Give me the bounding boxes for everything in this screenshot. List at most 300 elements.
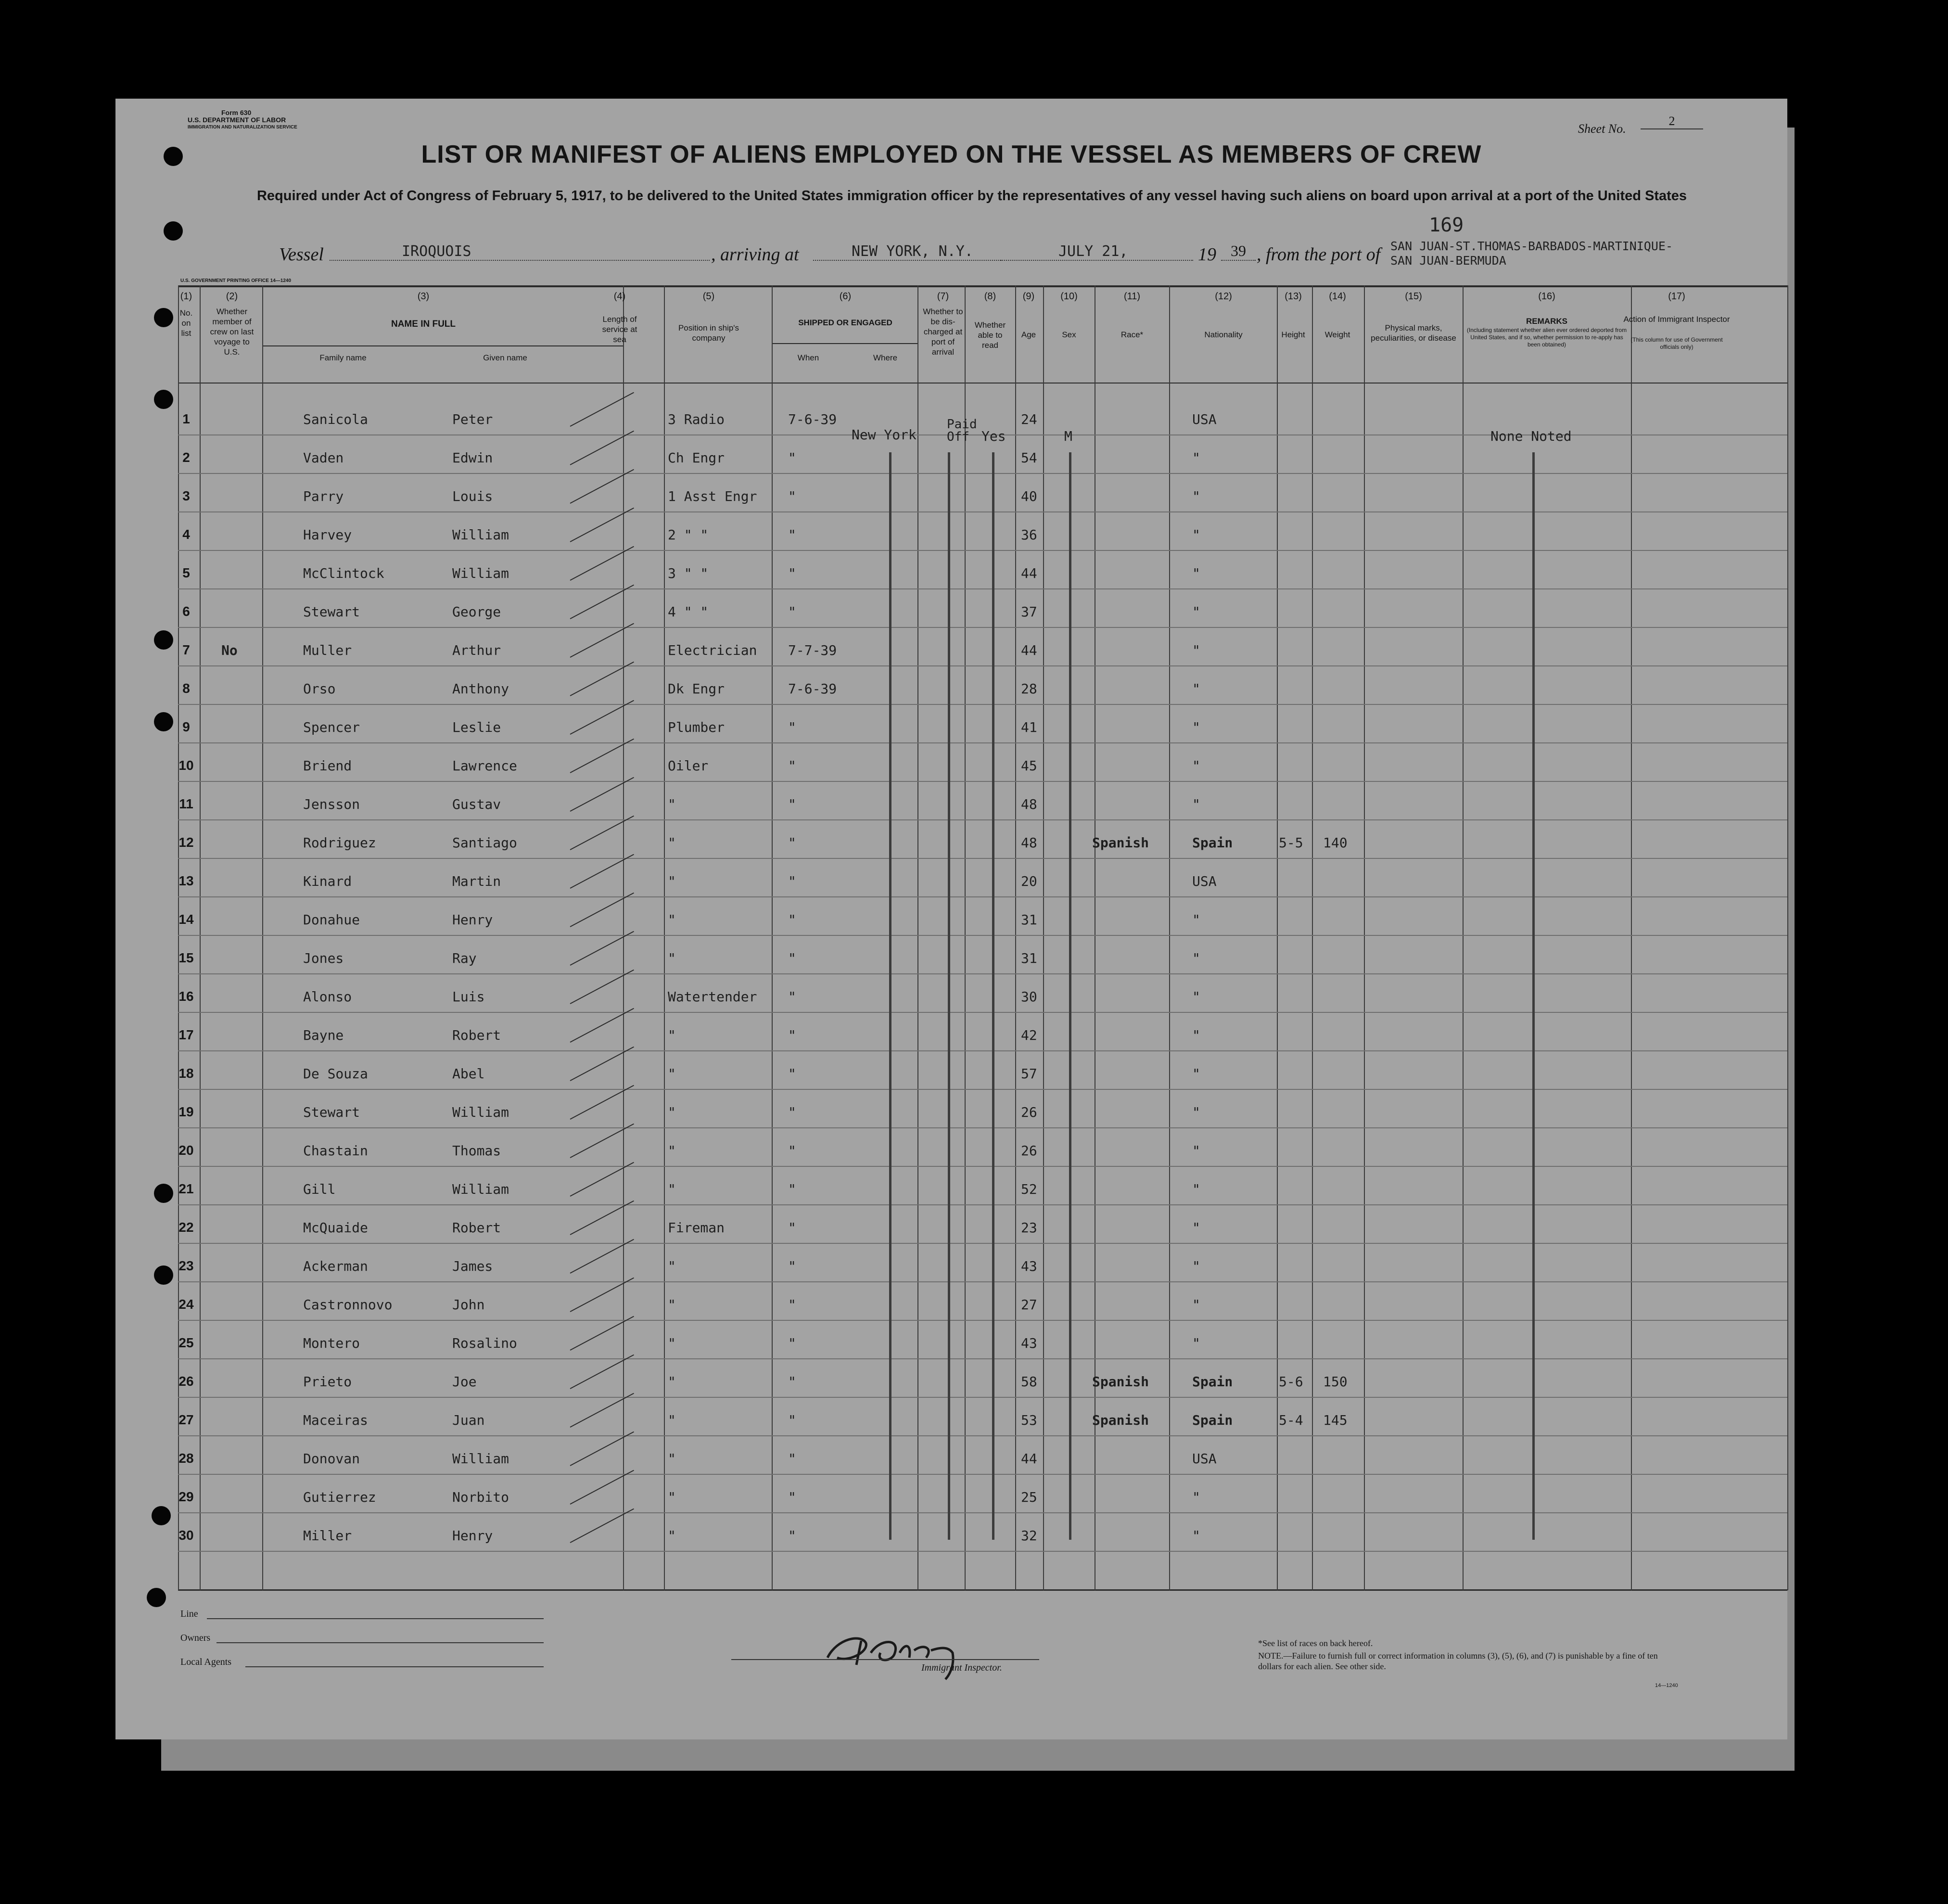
age-cell: 40 [1021, 488, 1037, 504]
service-check-mark [570, 585, 634, 619]
column-rule [917, 285, 918, 1590]
age-cell: 43 [1021, 1335, 1037, 1351]
age-cell: 42 [1021, 1027, 1037, 1043]
given-name-cell: Robert [452, 1027, 501, 1043]
line-field [207, 1618, 544, 1619]
nationality-cell: " [1192, 1104, 1200, 1120]
col-2-header: Whether member of crew on last voyage to U.S. [210, 307, 254, 357]
height-cell: 5-4 [1279, 1412, 1303, 1428]
nationality-cell: Spain [1192, 1412, 1233, 1428]
nationality-cell: " [1192, 1066, 1200, 1082]
row-rule [178, 973, 1787, 974]
binder-hole [152, 1506, 171, 1525]
shipped-when-cell: " [788, 873, 796, 889]
weight-cell: 140 [1323, 835, 1348, 851]
col-16-subheader: (Including statement whether alien ever ordered deported from United States, and if so, whether permission to re-apply has been obtained) [1466, 327, 1627, 348]
row-number: 13 [178, 873, 194, 888]
given-name-cell: William [452, 565, 509, 581]
service-check-mark [570, 1162, 634, 1197]
family-name-cell: Spencer [303, 719, 360, 735]
shipped-when-cell: " [788, 912, 796, 928]
nationality-cell: " [1192, 1220, 1200, 1236]
remarks-value: None Noted [1490, 428, 1572, 444]
position-cell: " [668, 1374, 676, 1390]
row-rule [178, 1435, 1787, 1436]
given-name-cell: Martin [452, 873, 501, 889]
column-rule [623, 285, 624, 1590]
binder-hole [154, 308, 173, 327]
row-rule [178, 1281, 1787, 1282]
position-cell: 1 Asst Engr [668, 488, 757, 504]
inspector-signature-line [731, 1659, 1039, 1660]
given-name-cell: Joe [452, 1374, 477, 1390]
nationality-cell: " [1192, 912, 1200, 928]
nationality-cell: " [1192, 1258, 1200, 1274]
row-number: 25 [178, 1335, 194, 1350]
service-check-mark [570, 893, 634, 927]
column-rule [178, 285, 179, 1590]
family-name-cell: Jones [303, 950, 344, 966]
family-name-cell: Bayne [303, 1027, 344, 1043]
service-check-mark [570, 1393, 634, 1428]
row-rule [178, 1474, 1787, 1475]
age-cell: 30 [1021, 989, 1037, 1005]
shipped-when-cell: " [788, 1489, 796, 1505]
col-3-header: NAME IN FULL [391, 319, 456, 329]
local-agents-label: Local Agents [180, 1657, 232, 1667]
shipped-when-cell: 7-6-39 [788, 681, 837, 697]
service-check-mark [570, 662, 634, 696]
row-number: 19 [178, 1104, 194, 1119]
col-14-number: (14) [1329, 291, 1346, 302]
position-cell: 3 Radio [668, 411, 725, 427]
col-6-header: SHIPPED OR ENGAGED [798, 318, 892, 327]
age-cell: 26 [1021, 1104, 1037, 1120]
given-name-cell: Peter [452, 411, 493, 427]
sheet-number-value: 2 [1641, 114, 1703, 129]
row-rule [178, 550, 1787, 551]
col-17-subheader: (This column for use of Government officials only) [1630, 336, 1723, 350]
position-cell: Plumber [668, 719, 725, 735]
row-number: 3 [182, 488, 190, 503]
row-number: 26 [178, 1374, 194, 1389]
given-name-cell: William [452, 1451, 509, 1467]
row-number: 17 [178, 1027, 194, 1042]
position-cell: " [668, 912, 676, 928]
ditto-line-remarks [1532, 452, 1535, 1540]
binder-hole [147, 1588, 166, 1607]
service-check-mark [570, 700, 634, 735]
given-name-cell: Lawrence [452, 758, 517, 774]
given-name-cell: Robert [452, 1220, 501, 1236]
arrival-date: JULY 21, [1001, 243, 1193, 261]
column-rule [262, 285, 263, 1590]
column-rule [200, 285, 201, 1590]
shipped-when-cell: " [788, 1143, 796, 1159]
position-cell: " [668, 1066, 676, 1082]
row-rule [178, 1320, 1787, 1321]
row-number: 22 [178, 1220, 194, 1235]
row-number: 11 [179, 796, 193, 811]
column-rule [1463, 285, 1464, 1590]
family-name-cell: McQuaide [303, 1220, 368, 1236]
row-rule [178, 1397, 1787, 1398]
year-suffix: 39 [1221, 242, 1256, 261]
manifest-title: LIST OR MANIFEST OF ALIENS EMPLOYED ON THE VESSEL AS MEMBERS OF CREW [421, 141, 1482, 168]
row-number: 15 [178, 950, 194, 965]
note-label: NOTE.— [1258, 1651, 1292, 1661]
position-cell: Dk Engr [668, 681, 725, 697]
age-cell: 31 [1021, 950, 1037, 966]
family-name-cell: Ackerman [303, 1258, 368, 1274]
binder-hole [154, 1184, 173, 1203]
family-name-cell: Briend [303, 758, 352, 774]
shipped-when-cell: " [788, 1066, 796, 1082]
age-cell: 58 [1021, 1374, 1037, 1390]
table-top-rule [178, 285, 1787, 287]
service-check-mark [570, 1124, 634, 1158]
row-number: 14 [178, 912, 194, 927]
service-check-mark [570, 508, 634, 542]
age-cell: 48 [1021, 835, 1037, 851]
service-name: IMMIGRATION AND NATURALIZATION SERVICE [188, 125, 297, 130]
age-cell: 43 [1021, 1258, 1037, 1274]
family-name-cell: Jensson [303, 796, 360, 812]
column-rule [772, 285, 773, 1590]
service-check-mark [570, 1316, 634, 1351]
nationality-cell: " [1192, 1027, 1200, 1043]
row-rule [178, 858, 1787, 859]
age-cell: 54 [1021, 450, 1037, 466]
given-name-cell: Rosalino [452, 1335, 517, 1351]
nationality-cell: " [1192, 989, 1200, 1005]
row-number: 30 [178, 1528, 194, 1543]
col-9-number: (9) [1022, 291, 1035, 302]
position-cell: Fireman [668, 1220, 725, 1236]
shipped-when-cell: " [788, 1181, 796, 1197]
prior-voyage-cell: No [221, 642, 238, 658]
nationality-cell: " [1192, 796, 1200, 812]
year-prefix: 19 [1198, 244, 1216, 265]
row-number: 12 [178, 835, 194, 850]
col-6-number: (6) [839, 291, 852, 302]
family-name-cell: Harvey [303, 527, 352, 543]
row-rule [178, 896, 1787, 897]
column-rule [1169, 285, 1170, 1590]
nationality-cell: USA [1192, 411, 1217, 427]
family-name-cell: McClintock [303, 565, 384, 581]
row-rule [178, 704, 1787, 705]
row-rule [178, 935, 1787, 936]
row-rule [178, 627, 1787, 628]
given-name-cell: Gustav [452, 796, 501, 812]
shipped-when-cell: " [788, 1374, 796, 1390]
binder-hole [154, 630, 173, 650]
position-cell: " [668, 950, 676, 966]
nationality-cell: " [1192, 642, 1200, 658]
binder-hole [164, 147, 183, 166]
stamp-number: 169 [1429, 214, 1464, 236]
shipped-when-cell: " [788, 1104, 796, 1120]
family-name-cell: Donovan [303, 1451, 360, 1467]
given-name-cell: Ray [452, 950, 477, 966]
col-13-header: Height [1281, 330, 1305, 339]
row-number: 4 [182, 527, 190, 542]
nationality-cell: " [1192, 1297, 1200, 1313]
given-name-cell: William [452, 527, 509, 543]
position-cell: " [668, 1297, 676, 1313]
local-agents-field [245, 1666, 544, 1667]
family-name-cell: Castronnovo [303, 1297, 393, 1313]
service-check-mark [570, 546, 634, 581]
col-2-number: (2) [226, 291, 238, 302]
column-rule [664, 285, 665, 1590]
able-to-read-value: Yes [981, 428, 1006, 444]
position-cell: " [668, 1451, 676, 1467]
column-rule [1277, 285, 1278, 1590]
row-rule [178, 588, 1787, 589]
given-name-cell: Norbito [452, 1489, 509, 1505]
shipped-when-cell: " [788, 1412, 796, 1428]
row-number: 20 [178, 1143, 194, 1158]
given-name-cell: Arthur [452, 642, 501, 658]
note-text: Failure to furnish full or correct information in columns (3), (5), (6), and (7) is punishable by a fine of ten dollars for each alien. See other side. [1258, 1651, 1658, 1671]
position-cell: " [668, 796, 676, 812]
form-header [188, 109, 297, 131]
position-cell: " [668, 1181, 676, 1197]
row-rule [178, 1204, 1787, 1205]
shipped-when-cell: " [788, 450, 796, 466]
col-1-number: (1) [180, 291, 192, 302]
shipped-when-cell: " [788, 527, 796, 543]
ditto-line-where [889, 452, 891, 1540]
row-rule [178, 1551, 1787, 1552]
service-check-mark [570, 739, 634, 773]
col-7-number: (7) [937, 291, 949, 302]
shipped-when-cell: " [788, 488, 796, 504]
manifest-page [115, 99, 1787, 1739]
age-cell: 28 [1021, 681, 1037, 697]
shipped-when-cell: 7-7-39 [788, 642, 837, 658]
race-cell: Spanish [1092, 1412, 1149, 1428]
position-cell: " [668, 873, 676, 889]
position-cell: 3 " " [668, 565, 709, 581]
col-10-number: (10) [1060, 291, 1078, 302]
nationality-cell: " [1192, 1528, 1200, 1544]
shipped-when-cell: 7-6-39 [788, 411, 837, 427]
service-check-mark [570, 469, 634, 504]
column-rule [1787, 285, 1788, 1590]
given-name-cell: Santiago [452, 835, 517, 851]
nationality-cell: " [1192, 1335, 1200, 1351]
shipped-when-cell: " [788, 1258, 796, 1274]
column-rule [1364, 285, 1365, 1590]
shipped-when-cell: " [788, 1297, 796, 1313]
height-cell: 5-5 [1279, 835, 1303, 851]
col-7-header: Whether to be dis-charged at port of arrival [923, 307, 963, 357]
nationality-cell: " [1192, 527, 1200, 543]
row-number: 2 [182, 450, 190, 465]
row-rule [178, 1166, 1787, 1167]
given-name-cell: Juan [452, 1412, 485, 1428]
position-cell: 4 " " [668, 604, 709, 620]
shipped-when-cell: " [788, 950, 796, 966]
given-name-cell: Edwin [452, 450, 493, 466]
row-number: 21 [178, 1181, 194, 1196]
manifest-subtitle: Required under Act of Congress of February 5, 1917, to be delivered to the United States immigration officer by the representatives of any vessel having such aliens on board upon arrival at a port of the United States [256, 188, 1687, 204]
age-cell: 44 [1021, 1451, 1037, 1467]
row-number: 16 [178, 989, 194, 1004]
service-check-mark [570, 1239, 634, 1274]
nationality-cell: " [1192, 565, 1200, 581]
given-name-cell: Leslie [452, 719, 501, 735]
position-cell: " [668, 1528, 676, 1544]
shipped-where-value: New York [852, 427, 917, 443]
fine-note [1258, 1650, 1677, 1672]
family-name-cell: Gill [303, 1181, 336, 1197]
family-name-cell: Alonso [303, 989, 352, 1005]
age-cell: 53 [1021, 1412, 1037, 1428]
family-name-cell: Montero [303, 1335, 360, 1351]
age-cell: 44 [1021, 642, 1037, 658]
age-cell: 25 [1021, 1489, 1037, 1505]
age-cell: 48 [1021, 796, 1037, 812]
row-number: 27 [178, 1412, 194, 1427]
col-5-number: (5) [702, 291, 715, 302]
age-cell: 37 [1021, 604, 1037, 620]
service-check-mark [570, 816, 634, 850]
col-16-header: REMARKS [1526, 317, 1567, 326]
given-name-cell: Henry [452, 912, 493, 928]
age-cell: 57 [1021, 1066, 1037, 1082]
col-3b-header: Given name [483, 353, 527, 362]
row-number: 1 [182, 411, 190, 426]
nationality-cell: Spain [1192, 835, 1233, 851]
table-bottom-rule [178, 1589, 1787, 1591]
form-number: Form 630 [221, 109, 252, 116]
row-rule [178, 473, 1787, 474]
shipped-when-cell: " [788, 835, 796, 851]
binder-hole [154, 390, 173, 409]
col-11-header: Race* [1120, 330, 1144, 339]
col-5-header: Position in ship's company [678, 323, 739, 343]
row-rule [178, 819, 1787, 820]
paid-off-bottom: Off [947, 430, 969, 444]
from-port-label: , from the port of [1257, 244, 1381, 265]
shipped-when-cell: " [788, 565, 796, 581]
owners-label: Owners [180, 1633, 211, 1643]
row-rule [178, 781, 1787, 782]
form-code: 14—1240 [1655, 1683, 1678, 1688]
name-subheader-rule [262, 345, 623, 346]
service-check-mark [570, 777, 634, 812]
row-number: 10 [178, 758, 194, 773]
position-cell: Oiler [668, 758, 709, 774]
col-17-number: (17) [1668, 291, 1685, 302]
row-rule [178, 1012, 1787, 1013]
shipped-when-cell: " [788, 989, 796, 1005]
col-6a-header: When [797, 353, 819, 362]
age-cell: 26 [1021, 1143, 1037, 1159]
column-rule [1015, 285, 1016, 1590]
row-number: 6 [182, 604, 190, 619]
position-cell: Ch Engr [668, 450, 725, 466]
age-cell: 44 [1021, 565, 1037, 581]
given-name-cell: George [452, 604, 501, 620]
row-rule [178, 1358, 1787, 1359]
row-rule [178, 1243, 1787, 1244]
family-name-cell: Prieto [303, 1374, 352, 1390]
nationality-cell: Spain [1192, 1374, 1233, 1390]
service-check-mark [570, 1201, 634, 1235]
nationality-cell: " [1192, 1181, 1200, 1197]
column-rule [1631, 285, 1632, 1590]
col-16-number: (16) [1538, 291, 1555, 302]
service-check-mark [570, 970, 634, 1004]
age-cell: 41 [1021, 719, 1037, 735]
arriving-label: , arriving at [711, 244, 799, 265]
binder-hole [164, 221, 183, 241]
nationality-cell: USA [1192, 1451, 1217, 1467]
position-cell: Electrician [668, 642, 757, 658]
given-name-cell: Anthony [452, 681, 509, 697]
row-rule [178, 1127, 1787, 1128]
column-rule [965, 285, 966, 1590]
service-check-mark [570, 1431, 634, 1466]
position-cell: " [668, 1104, 676, 1120]
paid-off-top: Paid [947, 417, 977, 432]
col-13-number: (13) [1285, 291, 1302, 302]
shipped-when-cell: " [788, 1451, 796, 1467]
given-name-cell: William [452, 1181, 509, 1197]
service-check-mark [570, 1008, 634, 1043]
row-rule [178, 511, 1787, 512]
age-cell: 24 [1021, 411, 1037, 427]
col-14-header: Weight [1324, 330, 1350, 339]
race-cell: Spanish [1092, 835, 1149, 851]
nationality-cell: " [1192, 604, 1200, 620]
col-12-header: Nationality [1204, 330, 1243, 339]
family-name-cell: Chastain [303, 1143, 368, 1159]
given-name-cell: William [452, 1104, 509, 1120]
races-note: *See list of races on back hereof. [1258, 1638, 1373, 1648]
row-rule [178, 742, 1787, 743]
nationality-cell: " [1192, 488, 1200, 504]
shipped-when-cell: " [788, 1528, 796, 1544]
shipped-when-cell: " [788, 796, 796, 812]
family-name-cell: Gutierrez [303, 1489, 376, 1505]
position-cell: Watertender [668, 989, 757, 1005]
binder-hole [154, 712, 173, 731]
family-name-cell: Orso [303, 681, 336, 697]
inspector-label: Immigrant Inspector. [921, 1662, 1002, 1673]
row-rule [178, 665, 1787, 666]
position-cell: " [668, 1143, 676, 1159]
col-3a-header: Family name [319, 353, 367, 362]
column-rule [1312, 285, 1313, 1590]
department-name: U.S. DEPARTMENT OF LABOR [188, 116, 286, 124]
given-name-cell: Thomas [452, 1143, 501, 1159]
col-9-header: Age [1021, 330, 1036, 339]
col-8-number: (8) [984, 291, 996, 302]
row-number: 8 [182, 681, 190, 696]
height-cell: 5-6 [1279, 1374, 1303, 1390]
service-check-mark [570, 1047, 634, 1081]
col-15-header: Physical marks, peculiarities, or disease [1371, 323, 1456, 343]
from-port-line-1: SAN JUAN-ST.THOMAS-BARBADOS-MARTINIQUE- [1390, 239, 1673, 253]
shipped-when-cell: " [788, 604, 796, 620]
col-6b-header: Where [873, 353, 898, 362]
